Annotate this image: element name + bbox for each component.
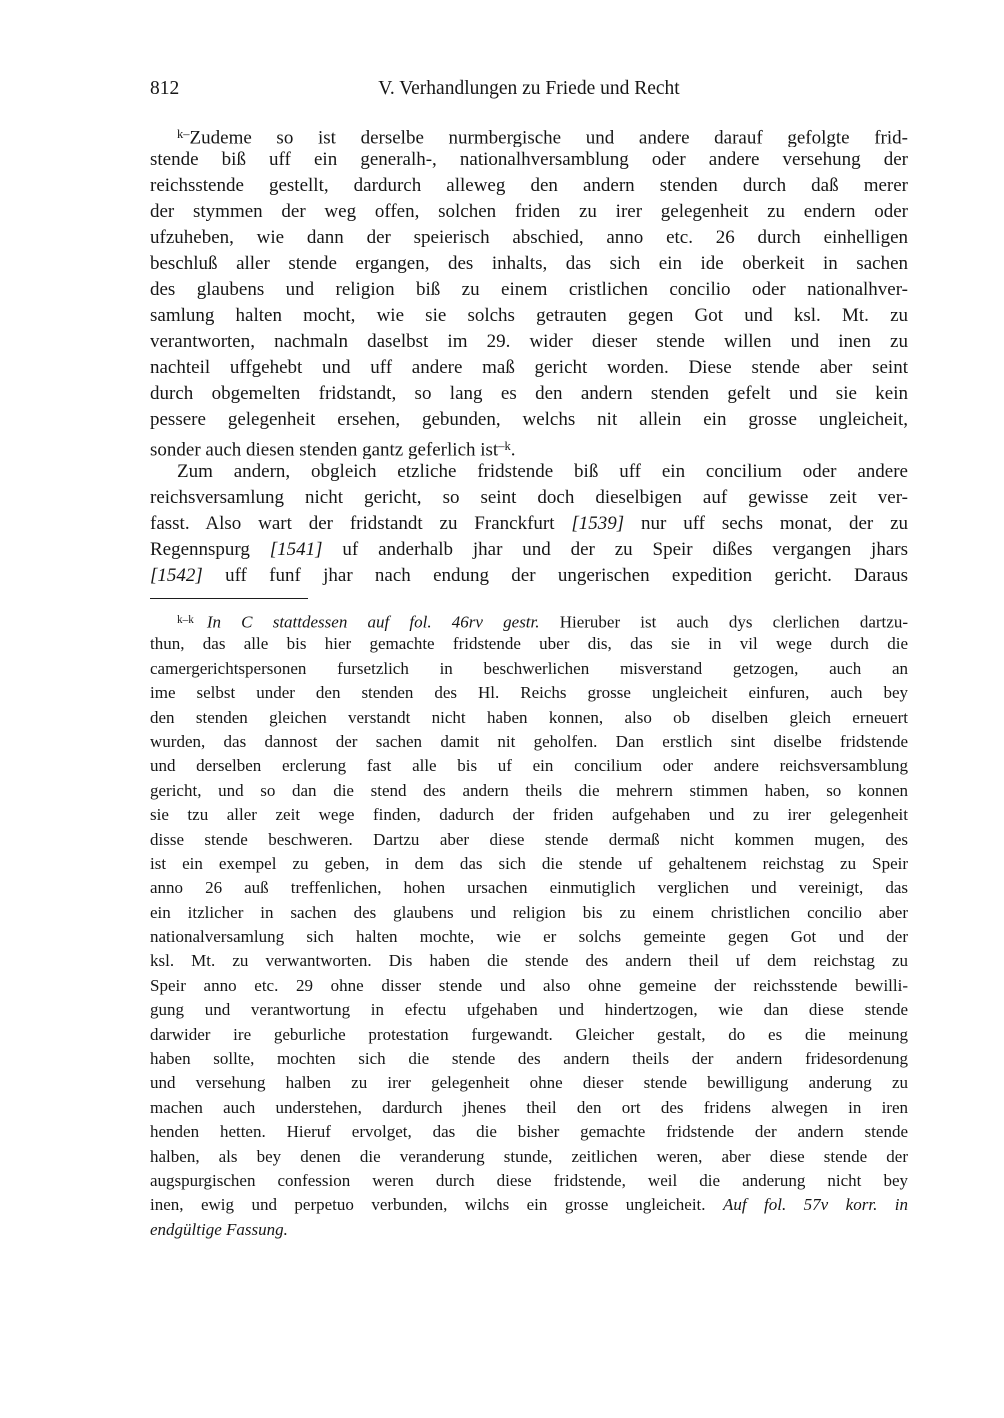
text-segment: uf anderhalb jhar und der zu Speir dißes vergangen jhars bbox=[322, 539, 908, 560]
text-line bbox=[150, 199, 908, 225]
text-segment: nachteil uffgehebt und uff andere maß gericht worden. Diese stende aber seint bbox=[150, 357, 908, 378]
text-segment: beschluß aller stende ergangen, des inhalts, das sich ein ide oberkeit in sachen bbox=[150, 253, 908, 274]
text-line bbox=[150, 949, 908, 973]
italic-segment: In C stattdessen auf fol. 46rv gestr. bbox=[206, 612, 540, 632]
text-line bbox=[150, 381, 908, 407]
text-line bbox=[150, 121, 908, 147]
text-segment: thun, das alle bis hier gemachte fridstende uber dis, das sie in vil wege durch die bbox=[150, 634, 908, 654]
text-line bbox=[150, 1023, 908, 1047]
text-line bbox=[150, 1071, 908, 1095]
text-segment: ist ein exempel zu geben, in dem das sich die stende uf gehaltenem reichstag zu Speir bbox=[150, 853, 908, 873]
text-line bbox=[150, 355, 908, 381]
text-segment: wurden, das dannost der sachen damit nit geholfen. Dan erstlich sint diselbe fridstende bbox=[150, 731, 908, 751]
text-segment: uff funf jhar nach endung der ungerischen expedition gericht. Daraus bbox=[202, 565, 908, 586]
italic-segment: [1541] bbox=[269, 539, 323, 560]
footnote-marker: k– bbox=[177, 127, 190, 141]
text-block bbox=[150, 78, 908, 1242]
text-line bbox=[150, 1193, 908, 1217]
text-line bbox=[150, 974, 908, 998]
page-number: 812 bbox=[150, 78, 180, 99]
text-line bbox=[150, 706, 908, 730]
text-line bbox=[150, 852, 908, 876]
text-line bbox=[150, 563, 908, 589]
text-segment: Regennspurg bbox=[150, 539, 270, 560]
text-line bbox=[150, 608, 908, 632]
text-segment: des glaubens und religion biß zu einem cristlichen concilio oder nationalhver- bbox=[150, 279, 908, 300]
text-segment: gung und verantwortung in efectu ufgehaben und hindertzogen, wie dan diese stende bbox=[150, 1000, 908, 1020]
text-segment: henden hetten. Hieruf ervolget, das die bisher gemachte fridstende der andern stende bbox=[150, 1122, 908, 1142]
text-segment: sie tzu aller zeit wege finden, dadurch der friden aufgehaben und zu irer gelegenheit bbox=[150, 805, 908, 825]
running-header: V. Verhandlungen zu Friede und Recht bbox=[378, 78, 680, 99]
text-segment: Hieruber ist auch dys clerlichen dartzu- bbox=[539, 612, 908, 632]
text-segment: samlung halten mocht, wie sie solchs getrauten gegen Got und ksl. Mt. zu bbox=[150, 305, 908, 326]
text-line bbox=[150, 511, 908, 537]
text-segment: Speir anno etc. 29 ohne disser stende und also ohne gemeine der reichsstende bewilli- bbox=[150, 975, 908, 995]
text-line bbox=[150, 407, 908, 433]
text-segment: Zudeme so ist derselbe nurmbergische und andere darauf gefolgte frid- bbox=[189, 127, 908, 147]
text-segment: den stenden gleichen verstandt nicht haben konnen, also ob diselben gleich erneuert bbox=[150, 707, 908, 727]
text-segment: sonder auch diesen stenden gantz geferlich ist bbox=[150, 439, 499, 459]
text-line bbox=[150, 730, 908, 754]
text-segment: ufzuheben, wie dann der speierisch abschied, anno etc. 26 durch einhelligen bbox=[150, 227, 908, 248]
text-line bbox=[150, 681, 908, 705]
text-segment: machen auch understehen, dardurch jhenes theil den ort des fridens alwegen in iren bbox=[150, 1097, 908, 1117]
text-line bbox=[150, 303, 908, 329]
text-segment: fasst. Also wart der fridstandt zu Franckfurt bbox=[150, 513, 572, 534]
text-line bbox=[150, 1047, 908, 1071]
text-line bbox=[150, 537, 908, 563]
text-segment: gericht, und so dan die stend des andern theils die mehrern stimmen haben, so konnen bbox=[150, 780, 908, 800]
text-segment: nur uff sechs monat, der zu bbox=[624, 513, 908, 534]
text-segment: ime selbst under den stenden des Hl. Reichs grosse ungleicheit einfuren, auch bey bbox=[150, 683, 908, 703]
text-segment: reichsstende gestellt, dardurch alleweg den andern stenden durch daß merer bbox=[150, 175, 908, 196]
text-segment: und versehung halben zu irer gelegenheit ohne dieser stende bewilligung anderung zu bbox=[150, 1073, 908, 1093]
text-segment: halben, als bey denen die veranderung stunde, zeitlichen weren, aber diese stende der bbox=[150, 1146, 908, 1166]
italic-segment: Auf fol. 57v korr. in bbox=[722, 1195, 908, 1215]
italic-segment: [1539] bbox=[571, 513, 625, 534]
text-line bbox=[150, 485, 908, 511]
text-line bbox=[150, 925, 908, 949]
text-line bbox=[150, 433, 908, 459]
text-line bbox=[150, 754, 908, 778]
text-line bbox=[150, 225, 908, 251]
text-line bbox=[150, 901, 908, 925]
text-line bbox=[150, 1218, 908, 1242]
text-line bbox=[150, 828, 908, 852]
footnote-marker: k–k bbox=[177, 614, 194, 626]
footnote-separator-rule bbox=[150, 598, 308, 599]
text-line bbox=[150, 147, 908, 173]
text-segment: ein itzlicher in sachen des glaubens und religion bis zu einem christlichen concilio aber bbox=[150, 902, 908, 922]
text-line bbox=[150, 1145, 908, 1169]
italic-segment: endgültige Fassung. bbox=[150, 1219, 288, 1239]
text-line bbox=[150, 277, 908, 303]
text-line bbox=[150, 1096, 908, 1120]
text-line bbox=[150, 173, 908, 199]
text-line bbox=[150, 1169, 908, 1193]
text-segment: pessere gelegenheit ersehen, gebunden, welchs nit allein ein grosse ungleicheit, bbox=[150, 409, 908, 430]
text-line bbox=[150, 779, 908, 803]
text-segment: ksl. Mt. zu verwantworten. Dis haben die stende des andern theil uf dem reichstag zu bbox=[150, 951, 908, 971]
text-segment: inen, ewig und perpetuo verbunden, wilchs ein grosse ungleicheit. bbox=[150, 1195, 723, 1215]
text-segment: haben sollte, mochten sich die stende des andern theils der andern fridesordenung bbox=[150, 1049, 908, 1069]
text-segment: darwider ire geburliche protestation furgewandt. Gleicher gestalt, do es die meinung bbox=[150, 1024, 908, 1044]
text-line bbox=[150, 803, 908, 827]
footnote-marker: –k bbox=[498, 439, 511, 453]
text-segment: verantworten, nachmaln daselbst im 29. wider dieser stende willen und inen zu bbox=[150, 331, 908, 352]
text-line bbox=[150, 329, 908, 355]
text-segment: nationalversamlung sich halten mochte, wie er solchs gemeinte gegen Got und der bbox=[150, 927, 908, 947]
text-segment: disse stende beschweren. Dartzu aber diese stende dermaß nicht kommen mugen, des bbox=[150, 829, 908, 849]
text-segment: durch obgemelten fridstandt, so lang es den andern stenden gefelt und sie kein bbox=[150, 383, 908, 404]
text-line bbox=[150, 876, 908, 900]
text-line bbox=[150, 657, 908, 681]
text-segment: augspurgischen confession weren durch diese fridstende, weil die anderung nicht bey bbox=[150, 1170, 908, 1190]
footnote-text bbox=[150, 608, 908, 1242]
text-segment: camergerichtspersonen fursetzlich in beschwerlichen misverstand getzogen, auch an bbox=[150, 658, 908, 678]
italic-segment: [1542] bbox=[150, 565, 203, 586]
text-segment: . bbox=[510, 439, 516, 459]
text-line bbox=[150, 1120, 908, 1144]
page-header bbox=[150, 78, 908, 104]
text-segment: und derselben erclerung fast alle bis uf ein concilium oder andere reichsversamblung bbox=[150, 756, 908, 776]
text-segment: reichsversamlung nicht gericht, so seint doch dieselbigen auf gewisse zeit ver- bbox=[150, 487, 908, 508]
text-segment: anno 26 auß treffenlichen, hohen ursachen einmutiglich verglichen und vereinigt, das bbox=[150, 878, 908, 898]
text-line bbox=[150, 998, 908, 1022]
text-line bbox=[150, 632, 908, 656]
text-segment: der stymmen der weg offen, solchen friden zu irer gelegenheit zu endern oder bbox=[150, 201, 908, 222]
main-text bbox=[150, 121, 908, 589]
text-line bbox=[150, 459, 908, 485]
text-segment: stende biß uff ein generalh-, nationalhversamblung oder andere versehung der bbox=[150, 149, 908, 170]
text-line bbox=[150, 251, 908, 277]
text-segment: Zum andern, obgleich etzliche fridstende biß uff ein concilium oder andere bbox=[177, 461, 908, 482]
